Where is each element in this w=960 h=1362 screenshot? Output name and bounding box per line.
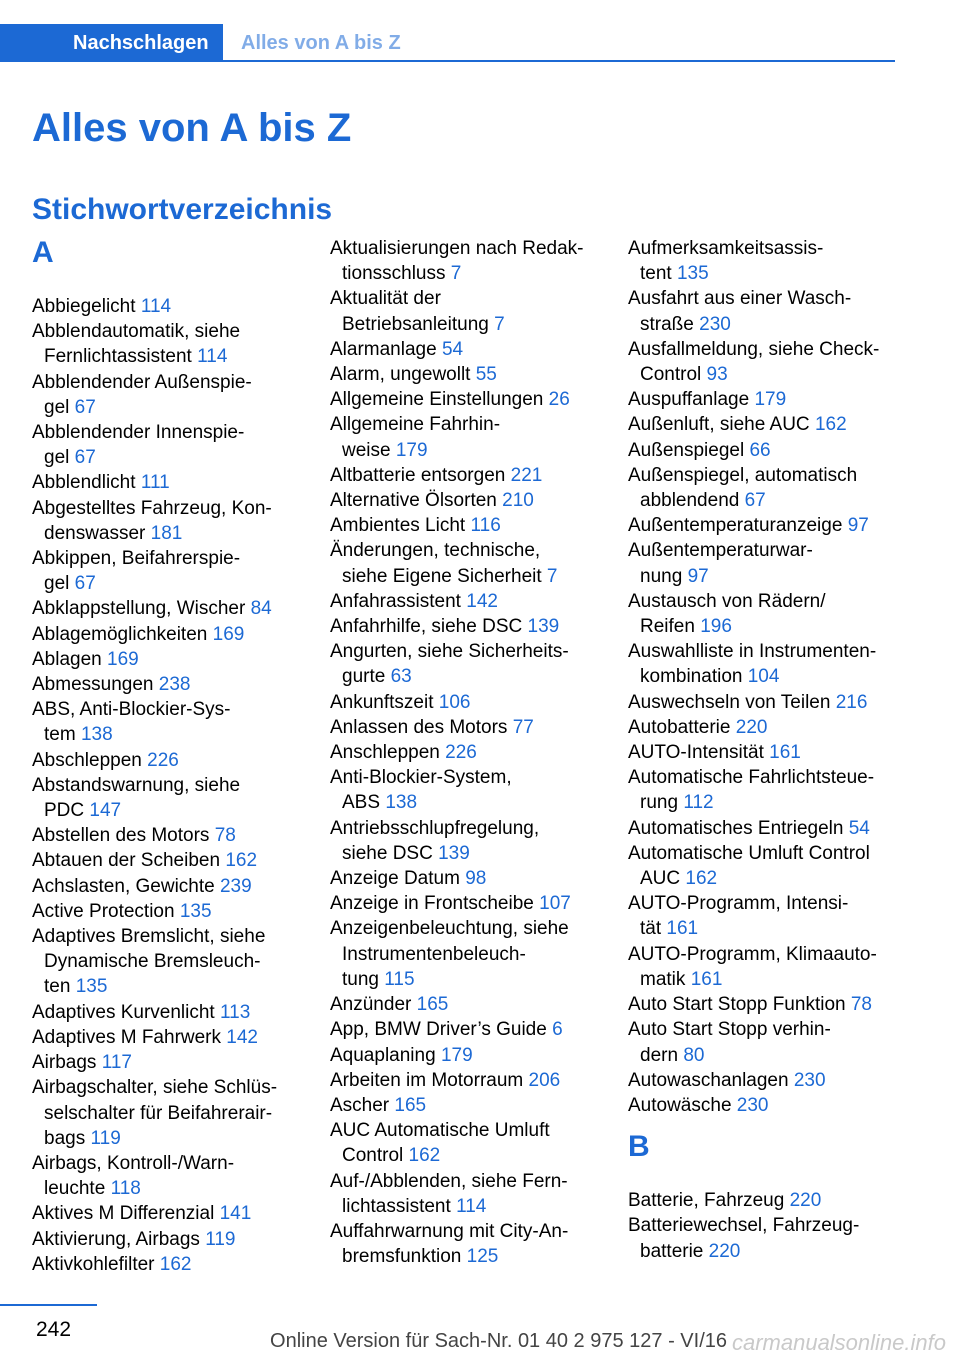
index-entry [32,672,300,697]
index-entry [330,690,598,715]
entry-text: tung [342,968,379,990]
page-link[interactable]: 220 [789,1190,822,1212]
index-entry [628,236,896,286]
entry-text: Airbagschalter, siehe Schlüs- [32,1077,278,1099]
entry-text: ten [44,976,71,998]
entry-text: Anzeigenbeleuchtung, siehe [330,918,569,940]
entry-text: ABS [342,792,381,814]
entry-text: Anzeige in Frontscheibe [330,893,534,915]
index-entry [32,1151,300,1201]
page-link[interactable]: 112 [683,792,714,814]
entry-text: nung [640,565,683,587]
header-bar [0,0,895,62]
entry-text: rung [640,792,679,814]
index-entry [330,715,598,740]
entry-text: gel [44,573,70,595]
entry-text: Automatische Fahrlichtsteue- [628,767,875,789]
index-entry [330,236,598,286]
entry-text: App, BMW Driver’s Guide [330,1019,547,1041]
index-entry [32,470,300,495]
entry-text: Aktualität der [330,288,441,310]
entry-text: Auto Start Stopp verhin- [628,1019,831,1041]
page-link[interactable]: 84 [250,598,272,620]
header-rule [0,60,895,62]
entry-text: Abblendlicht [32,472,136,494]
entry-text: ABS, Anti-Blockier-Sys- [32,699,231,721]
page-link[interactable]: 116 [470,515,501,537]
page-link[interactable]: 141 [219,1203,252,1225]
entry-text: Reifen [640,616,695,638]
entry-text: Außenluft, siehe AUC [628,414,810,436]
entry-text: Abgestelltes Fahrzeug, Kon- [32,497,272,519]
entry-text: Auswechseln von Teilen [628,691,831,713]
entry-text: Außentemperaturanzeige [628,515,843,537]
entry-text: Angurten, siehe Sicherheits- [330,641,569,663]
index-entry [330,1043,598,1068]
index-entry [32,697,300,747]
page-link[interactable]: 66 [749,439,771,461]
page-link[interactable]: 78 [850,994,872,1016]
entry-text: Alarmanlage [330,338,437,360]
index-entry [330,1219,598,1269]
index-entry [32,773,300,823]
entry-text: AUTO-Programm, Klimaauto- [628,943,877,965]
page-link[interactable]: 169 [212,623,245,645]
index-entry [628,816,896,841]
index-entry [330,362,598,387]
page-link[interactable]: 54 [848,817,870,839]
entry-text: Automatische Umluft Control [628,842,870,864]
page-link[interactable]: 67 [74,396,96,418]
entry-text: Achslasten, Gewichte [32,875,215,897]
index-entry [330,589,598,614]
entry-text: Auf-/Abblenden, siehe Fern- [330,1170,568,1192]
entry-text: selschalter für Beifahrerair- [44,1102,273,1124]
index-entry [32,1050,300,1075]
tab-alles-von-a-bis-z[interactable]: Alles von A bis Z [241,32,401,54]
page-link[interactable]: 77 [512,716,534,738]
entry-text: Aktualisierungen nach Redak- [330,238,584,259]
page-link[interactable]: 80 [683,1044,705,1066]
index-entry [628,438,896,463]
entry-text: Antriebsschlupfregelung, [330,817,540,839]
index-entry [32,420,300,470]
page-link[interactable]: 78 [214,825,236,847]
page-link[interactable]: 119 [90,1127,121,1149]
page-link[interactable]: 161 [769,742,801,764]
entry-text: Anfahrassistent [330,590,461,612]
page-link[interactable]: 125 [466,1246,499,1268]
entry-text: Austausch von Rädern/ [628,590,826,612]
page-link[interactable]: 7 [546,565,558,587]
index-entry [628,992,896,1017]
page-link[interactable]: 230 [736,1094,769,1116]
page-link[interactable]: 216 [835,691,868,713]
entry-text: Anfahrhilfe, siehe DSC [330,616,523,638]
page-link[interactable]: 119 [205,1228,236,1250]
entry-text: Abstellen des Motors [32,825,210,847]
index-entry [628,387,896,412]
entry-text: Airbags, Kontroll-/Warn- [32,1152,235,1174]
page-link[interactable]: 67 [74,447,96,469]
entry-text: AUC [640,868,681,890]
entry-text: PDC [44,800,85,822]
index-entry [32,1075,300,1151]
entry-text: straße [640,313,694,335]
index-entry [330,538,598,588]
page-link[interactable]: 181 [150,522,183,544]
entry-text: Anlassen des Motors [330,716,508,738]
entry-text: Abklappstellung, Wischer [32,598,246,620]
page-link[interactable]: 142 [226,1026,258,1048]
entry-text: Betriebsanleitung [342,313,489,335]
index-entry [330,387,598,412]
entry-text: Änderungen, technische, [330,540,541,562]
page-link[interactable]: 162 [408,1145,441,1167]
page-link[interactable]: 113 [220,1001,251,1023]
index-entry [628,841,896,891]
index-entry [628,337,896,387]
index-column-2 [330,236,598,1269]
index-letter-heading: A [32,236,54,269]
entry-text: Adaptives Bremslicht, siehe [32,926,266,948]
index-column-1 [32,236,300,1277]
index-entry [628,690,896,715]
page-link[interactable]: 63 [390,666,412,688]
index-entry [628,412,896,437]
index-entry [32,546,300,596]
entry-text: Ausfahrt aus einer Wasch- [628,288,852,310]
index-entry [330,992,598,1017]
entry-text: Instrumentenbeleuch- [342,943,526,965]
index-entry [330,866,598,891]
index-entry [330,639,598,689]
index-entry [330,1093,598,1118]
index-entry [32,370,300,420]
entry-text: Control [342,1145,404,1167]
entry-text: Ablagemöglichkeiten [32,623,208,645]
entry-text: dern [640,1044,679,1066]
index-entry [330,765,598,815]
entry-text: Anzeige Datum [330,868,460,890]
entry-text: Abkippen, Beifahrerspie- [32,548,241,570]
entry-text: Automatisches Entriegeln [628,817,844,839]
entry-text: Batteriewechsel, Fahrzeug- [628,1215,860,1237]
index-entry [32,1201,300,1226]
index-entry [330,1118,598,1168]
entry-text: Außenspiegel, automatisch [628,464,858,486]
page-link[interactable]: 221 [510,464,543,486]
entry-text: matik [640,968,686,990]
entry-text: leuchte [44,1178,106,1200]
entry-text: Außenspiegel [628,439,745,461]
page-link[interactable]: 26 [548,389,570,411]
index-entry [628,463,896,513]
page-link[interactable]: 93 [706,364,728,386]
entry-text: Aufmerksamkeitsassis- [628,238,824,259]
entry-text: Ambientes Licht [330,515,466,537]
page-link[interactable]: 162 [159,1253,192,1275]
page-link[interactable]: 98 [465,868,487,890]
entry-text: Autobatterie [628,716,731,738]
entry-text: Aktivkohlefilter [32,1253,155,1275]
entry-text: Abblendender Innenspie- [32,422,245,444]
page-link[interactable]: 161 [690,968,723,990]
index-entry [32,294,300,319]
index-entry [330,286,598,336]
index-entry [330,337,598,362]
page-link[interactable]: 107 [539,893,571,915]
entry-text: Anti-Blockier-System, [330,767,512,789]
index-entry [330,891,598,916]
index-entry [628,639,896,689]
index-entry [32,1227,300,1252]
entry-text: Abblendender Außenspie- [32,371,252,393]
online-version-note: Online Version für Sach-Nr. 01 40 2 975 127 - VI/16 [270,1330,727,1352]
index-entry [330,412,598,462]
page-link[interactable]: 165 [416,994,449,1016]
entry-text: Abstandswarnung, siehe [32,774,241,796]
entry-text: Fernlichtassistent [44,346,192,368]
page-link[interactable]: 162 [685,868,718,890]
index-entry [628,1068,896,1093]
entry-text: Adaptives Kurvenlicht [32,1001,215,1023]
entry-text: Abschleppen [32,749,142,771]
entry-text: Auspuffanlage [628,389,750,411]
page-link[interactable]: 106 [438,691,471,713]
entry-text: Batterie, Fahrzeug [628,1190,785,1212]
index-entry [32,924,300,1000]
index-entry [330,614,598,639]
entry-text: tent [640,263,672,285]
page-link[interactable]: 55 [475,364,497,386]
index-entry [628,1093,896,1118]
entry-text: AUTO-Intensität [628,742,764,764]
entry-text: Arbeiten im Motorraum [330,1069,524,1091]
entry-text: batterie [640,1240,704,1262]
page-link[interactable]: 162 [814,414,847,436]
index-entry [628,942,896,992]
entry-text: Abtauen der Scheiben [32,850,221,872]
index-entry [628,1213,896,1263]
page-link[interactable]: 97 [687,565,709,587]
page-link[interactable]: 196 [700,616,732,638]
entry-text: Anzünder [330,994,412,1016]
index-entry [32,874,300,899]
page-link[interactable]: 7 [450,263,462,285]
page-link[interactable]: 139 [438,842,470,864]
index-entry [32,1000,300,1025]
page-number: 242 [36,1318,72,1341]
page-link[interactable]: 165 [394,1094,427,1116]
page-link[interactable]: 169 [107,648,139,670]
page-link[interactable]: 67 [744,490,766,512]
watermark: carmanualsonline.info [731,1330,946,1355]
entry-text: Autowaschanlagen [628,1069,789,1091]
entry-text: bags [44,1127,86,1149]
entry-text: lichtassistent [342,1195,451,1217]
entry-text: Auto Start Stopp Funktion [628,994,846,1016]
index-entry [32,596,300,621]
entry-text: Airbags [32,1052,97,1074]
entry-text: Auswahlliste in Instrumenten- [628,641,877,663]
entry-text: bremsfunktion [342,1246,462,1268]
footer-rule [0,1304,97,1306]
page-link[interactable]: 226 [147,749,179,771]
index-entry [330,816,598,866]
page-link[interactable]: 142 [466,590,498,612]
entry-text: Autowäsche [628,1094,732,1116]
page-title: Alles von A bis Z [32,106,352,150]
page-link[interactable]: 210 [502,490,534,512]
page-link[interactable]: 67 [74,573,96,595]
page-link[interactable]: 179 [440,1044,473,1066]
index-entry [32,647,300,672]
page-link[interactable]: 118 [110,1178,141,1200]
tab-nachschlagen[interactable]: Nachschlagen [0,24,223,62]
entry-text: Alternative Ölsorten [330,490,497,512]
entry-text: Allgemeine Fahrhin- [330,414,501,436]
entry-text: siehe DSC [342,842,433,864]
page-link[interactable]: 54 [441,338,464,360]
page-link[interactable]: 135 [676,263,709,285]
page-link[interactable]: 226 [445,742,477,764]
entry-text: Dynamische Bremsleuch- [44,951,261,973]
index-entry [628,538,896,588]
page-link[interactable]: 114 [456,1195,487,1217]
index-letter-heading: B [628,1130,650,1164]
page-link[interactable]: 206 [528,1069,561,1091]
index-entry [330,513,598,538]
entry-text: Adaptives M Fahrwerk [32,1026,222,1048]
entry-text: Aquaplaning [330,1044,436,1066]
index-entry [330,916,598,992]
index-entry [330,463,598,488]
index-entry [32,1252,300,1277]
page-link[interactable]: 239 [219,875,252,897]
index-entry [32,622,300,647]
index-entry [628,1188,896,1213]
index-entry [628,765,896,815]
index-entry [330,740,598,765]
page-link[interactable]: 179 [754,389,787,411]
page-link[interactable]: 115 [384,968,415,990]
index-entry [628,589,896,639]
page-link[interactable]: 117 [101,1052,132,1074]
index-entry [32,748,300,773]
index-entry [330,1017,598,1042]
index-entry [628,740,896,765]
entry-text: weise [342,439,391,461]
entry-text: Active Protection [32,900,175,922]
entry-text: Abbiegelicht [32,296,136,317]
page-link[interactable]: 7 [494,313,505,335]
index-entry [330,1068,598,1093]
page-link[interactable]: 220 [735,716,768,738]
page-link[interactable]: 162 [225,850,258,872]
index-entry [32,823,300,848]
entry-text: gel [44,447,70,469]
entry-text: Außentemperaturwar- [628,540,813,562]
page-link[interactable]: 238 [158,674,191,696]
page-subtitle: Stichwortverzeichnis [32,193,333,226]
page-link[interactable]: 97 [847,515,869,537]
page-link[interactable]: 139 [527,616,560,638]
entry-text: Anschleppen [330,742,440,764]
entry-text: AUC Automatische Umluft [330,1120,550,1142]
entry-text: Ankunftszeit [330,691,434,713]
page-link[interactable]: 114 [197,346,228,368]
index-entry [628,1017,896,1067]
entry-text: denswasser [44,522,146,544]
index-entry [628,891,896,941]
index-entry [32,319,300,369]
page-link[interactable]: 138 [385,792,418,814]
entry-text: tionsschluss [342,263,446,285]
entry-text: abblendend [640,490,740,512]
entry-text: Control [640,364,702,386]
entry-text: Aktivierung, Airbags [32,1228,200,1250]
index-entry [32,899,300,924]
page-link[interactable]: 104 [747,666,780,688]
entry-text: kombination [640,666,743,688]
entry-text: Altbatterie entsorgen [330,464,506,486]
entry-text: tät [640,918,662,940]
index-entry [628,513,896,538]
index-entry [330,488,598,513]
page-link[interactable]: 179 [395,439,428,461]
page-link[interactable]: 138 [80,724,113,746]
index-column-3 [628,236,896,1264]
page-link[interactable]: 111 [140,472,170,494]
entry-text: gurte [342,666,386,688]
index-entry [32,496,300,546]
page-link[interactable]: 114 [140,296,172,317]
page-link[interactable]: 161 [666,918,699,940]
entry-text: Ascher [330,1094,390,1116]
entry-text: Auffahrwarnung mit City-An- [330,1220,569,1242]
entry-text: Ablagen [32,648,102,670]
page-link[interactable]: 147 [89,800,122,822]
entry-text: AUTO-Programm, Intensi- [628,893,849,915]
entry-text: tem [44,724,76,746]
page-link[interactable]: 135 [75,976,108,998]
entry-text: siehe Eigene Sicherheit [342,565,542,587]
page-link[interactable]: 230 [793,1069,826,1091]
index-entry [628,286,896,336]
entry-text: Alarm, ungewollt [330,364,471,386]
index-entry [628,715,896,740]
entry-text: gel [44,396,70,418]
index-entry [32,1025,300,1050]
index-entry [330,1169,598,1219]
page-link[interactable]: 135 [179,900,212,922]
page-link[interactable]: 220 [708,1240,741,1262]
entry-text: Ausfallmeldung, siehe Check- [628,338,880,360]
page-link[interactable]: 230 [699,313,731,335]
entry-text: Abblendautomatik, siehe [32,321,241,343]
entry-text: Allgemeine Einstellungen [330,389,544,411]
index-entry [32,848,300,873]
entry-text: Abmessungen [32,674,154,696]
page-link[interactable]: 6 [552,1019,563,1041]
entry-text: Aktives M Differenzial [32,1203,215,1225]
